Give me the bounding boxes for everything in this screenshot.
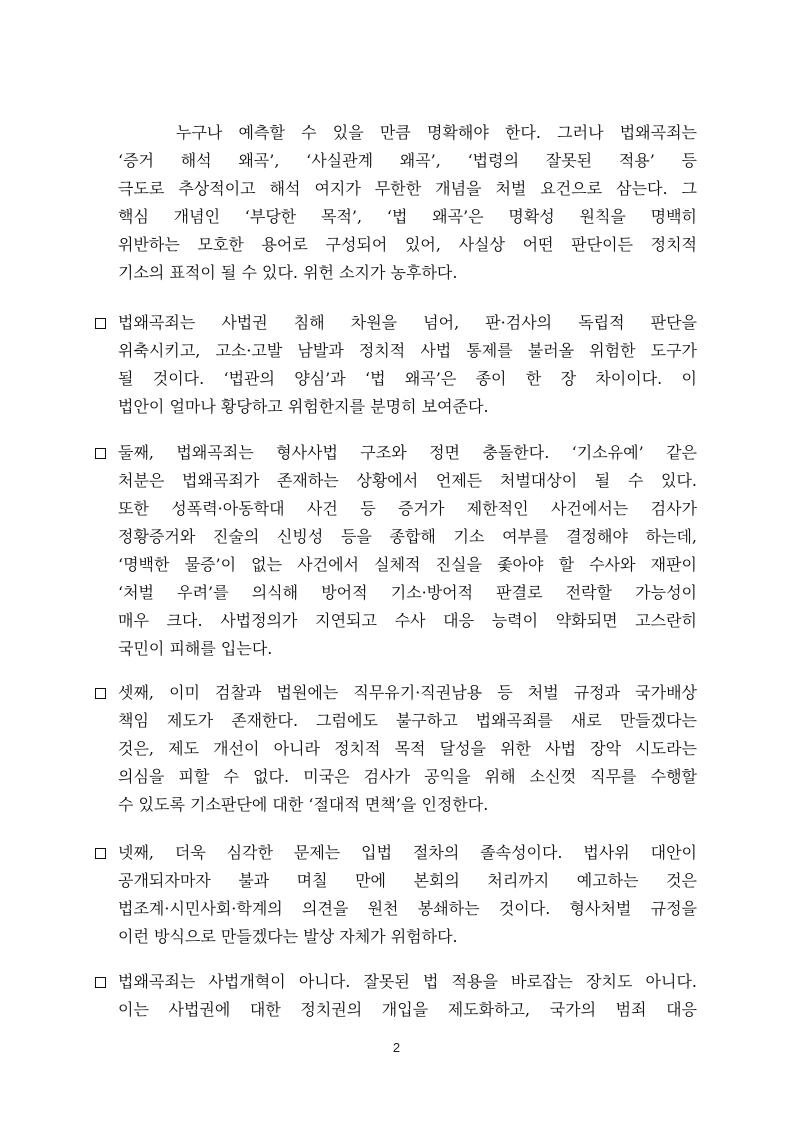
paragraph-line: 위축시키고, 고소·고발 남발과 정치적 사법 통제를 불러올 위험한 도구가 xyxy=(118,341,697,360)
bullet-first-line: 넷째, 더욱 심각한 문제는 입법 절차의 졸속성이다. 법사위 대안이 xyxy=(95,839,697,867)
paragraph-line: 매우 크다. 사법정의가 지연되고 수사 대응 능력이 약화되면 고스란히 xyxy=(118,611,697,630)
bullet-paragraph-4 xyxy=(95,839,697,951)
paragraph-line: 의심을 피할 수 없다. 미국은 검사가 공익을 위해 소신껏 직무를 수행할 xyxy=(118,767,697,786)
paragraph-line: 기소의 표적이 될 수 있다. 위헌 소지가 농후하다. xyxy=(118,263,458,282)
checkbox-bullet-icon xyxy=(95,688,106,699)
paragraph-line: ‘명백한 물증’이 없는 사건에서 실체적 진실을 좇아야 할 수사와 재판이 xyxy=(118,555,697,574)
checkbox-bullet-icon xyxy=(95,318,106,329)
paragraph-line: 될 것이다. ‘법관의 양심’과 ‘법 왜곡’은 종이 한 장 차이이다. 이 xyxy=(118,369,697,388)
checkbox-bullet-icon xyxy=(95,448,106,459)
checkbox-bullet-icon xyxy=(95,977,106,988)
paragraph-line: 처분은 법왜곡죄가 존재하는 상황에서 언제든 처벌대상이 될 수 있다. xyxy=(118,471,697,490)
bullet-first-line: 둘째, 법왜곡죄는 형사사법 구조와 정면 충돌한다. ‘기소유예’ 같은 xyxy=(95,439,697,467)
paragraph-line: 법조계·시민사회·학계의 의견을 원천 봉쇄하는 것이다. 형사처벌 규정을 xyxy=(118,899,697,918)
paragraph-line: 수 있도록 기소판단에 대한 ‘절대적 면책’을 인정한다. xyxy=(118,795,489,814)
paragraph-line: 핵심 개념인 ‘부당한 목적’, ‘법 왜곡’은 명확성 원칙을 명백히 xyxy=(118,207,697,226)
bullet-first-line: 법왜곡죄는 사법권 침해 차원을 넘어, 판·검사의 독립적 판단을 xyxy=(95,309,697,337)
paragraph-line: 극도로 추상적이고 해석 여지가 무한한 개념을 처벌 요건으로 삼는다. 그 xyxy=(118,179,697,198)
bullet-first-line: 셋째, 이미 검찰과 법원에는 직무유기·직권남용 등 처벌 규정과 국가배상 xyxy=(95,679,697,707)
paragraph-line: 위반하는 모호한 용어로 구성되어 있어, 사실상 어떤 판단이든 정치적 xyxy=(118,235,697,254)
bullet-paragraph-1 xyxy=(95,309,697,421)
bullet-paragraph-5 xyxy=(95,968,697,1024)
intro-paragraph xyxy=(95,119,697,287)
paragraph-line: 누구나 예측할 수 있을 만큼 명확해야 한다. 그러나 법왜곡죄는 xyxy=(176,123,697,142)
paragraph-line: 또한 성폭력·아동학대 사건 등 증거가 제한적인 사건에서는 검사가 xyxy=(118,499,697,518)
paragraph-line: 정황증거와 진술의 신빙성 등을 종합해 기소 여부를 결정해야 하는데, xyxy=(118,527,697,546)
bullet-paragraph-3 xyxy=(95,679,697,819)
paragraph-line: 국민이 피해를 입는다. xyxy=(118,639,273,658)
paragraph-line: ‘증거 해석 왜곡’, ‘사실관계 왜곡’, ‘법령의 잘못된 적용’ 등 xyxy=(118,151,697,170)
paragraph-line: 이는 사법권에 대한 정치권의 개입을 제도화하고, 국가의 범죄 대응 xyxy=(118,1000,697,1019)
page-number: 2 xyxy=(392,1040,401,1055)
paragraph-line: 이런 방식으로 만들겠다는 발상 자체가 위험하다. xyxy=(118,927,458,946)
paragraph-line: 책임 제도가 존재한다. 그럼에도 불구하고 법왜곡죄를 새로 만들겠다는 xyxy=(118,711,697,730)
paragraph-line: 것은, 제도 개선이 아니라 정치적 목적 달성을 위한 사법 장악 시도라는 xyxy=(118,739,697,758)
paragraph-line: 공개되자마자 불과 며칠 만에 본회의 처리까지 예고하는 것은 xyxy=(118,871,697,890)
checkbox-bullet-icon xyxy=(95,848,106,859)
bullet-first-line: 법왜곡죄는 사법개혁이 아니다. 잘못된 법 적용을 바로잡는 장치도 아니다. xyxy=(95,968,697,996)
paragraph-line: ‘처벌 우려’를 의식해 방어적 기소·방어적 판결로 전락할 가능성이 xyxy=(118,583,697,602)
paragraph-line: 법안이 얼마나 황당하고 위험한지를 분명히 보여준다. xyxy=(118,397,489,416)
bullet-paragraph-2 xyxy=(95,439,697,663)
